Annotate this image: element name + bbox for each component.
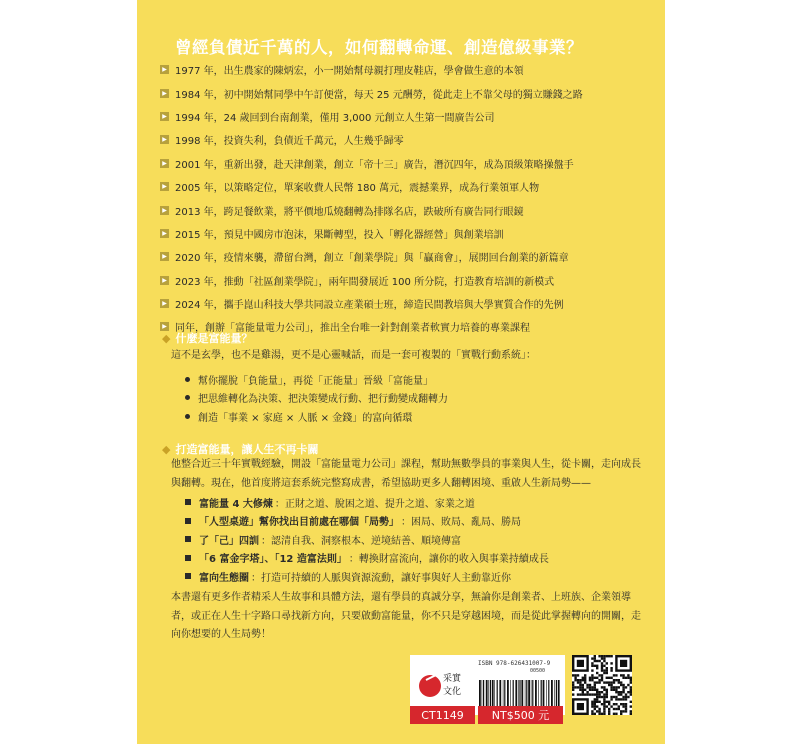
qr-code-icon [572,655,632,715]
bullet-icon: ▶ [160,112,169,121]
timeline-item: ▶ 1984 年，初中開始幫同學中午訂便當，每天 25 元酬勞，從此走上不靠父母的獨立賺錢之路 [160,81,650,104]
section1-bullet: 把思維轉化為決策、把決策變成行動、把行動變成翻轉力 [185,389,448,408]
section1-bullet: 創造「事業 × 家庭 × 人脈 × 金錢」的富向循環 [185,407,448,426]
dot-icon [185,414,190,419]
isbn-text: ISBN 978-626431007-9 [478,660,551,667]
bullet-icon: ▶ [160,135,169,144]
section1-intro: 這不是玄學，也不是雞湯，更不是心靈喊話，而是一套可複製的「實戰行動系統」： [171,350,536,361]
closing-paragraph: 本書還有更多作者精采人生故事和具體方法，還有學員的真誠分享，無論你是創業者、上班族、企業領導者，或正在人生十字路口尋找新方向，只要啟動富能量，你不只是穿越困境，而是從此掌握轉向的開關，走向你想要的人生局勢！ [171,592,641,640]
bullet-icon: ▶ [160,65,169,74]
section1-bullet: 幫你擺脫「負能量」，再從「正能量」晉級「富能量」 [185,370,448,389]
square-bullet-icon [185,518,191,524]
bullet-icon: ▶ [160,276,169,285]
dot-icon [185,377,190,382]
section2-item: 「人型桌遊」幫你找出目前處在哪個「局勢」 ：困局、敗局、亂局、勝局 [185,512,549,531]
diamond-icon: ◆ [162,443,171,456]
section2-heading: ◆ 打造富能量，讓人生不再卡關 [162,443,319,456]
timeline-item: ▶ 2005 年，以策略定位，單案收費人民幣 180 萬元，震撼業界，成為行業領軍人物 [160,175,650,198]
section2-item: 富能量 4 大修煉 ：正財之道、脫困之道、提升之道、家業之道 [185,493,549,512]
square-bullet-icon [185,573,191,579]
timeline-item: ▶ 2015 年，預見中國房市泡沫，果斷轉型，投入「孵化器經營」與創業培訓 [160,222,650,245]
diamond-icon: ◆ [162,332,171,345]
svg-text:采實: 采實 [443,673,462,683]
timeline-item: ▶ 1977 年，出生農家的陳炳宏，小一開始幫母親打理皮鞋店，學會做生意的本領 [160,58,650,81]
section2-item: 富向生態圈 ：打造可持續的人脈與資源流動，讓好事與好人主動靠近你 [185,567,549,586]
timeline-item: ▶ 同年，創辦「富能量電力公司」，推出全台唯一針對創業者軟實力培養的專業課程 [160,315,650,338]
bullet-icon: ▶ [160,182,169,191]
svg-text:文化: 文化 [443,686,462,696]
square-bullet-icon [185,536,191,542]
section1-bullets [185,370,448,426]
section2-intro: 他整合近三十年實戰經驗，開設「富能量電力公司」課程，幫助無數學員的事業與人生，從卡關，走向成長與翻轉。現在，他首度將這套系統完整寫成書，希望協助更多人翻轉困境、重啟人生新局勢—— [171,459,641,489]
bullet-icon: ▶ [160,229,169,238]
timeline-item: ▶ 2024 年，攜手崑山科技大學共同設立產業碩士班，締造民間教培與大學實質合作的先例 [160,292,650,315]
section2-item: 了「己」四訓 ：認清自我、洞察根本、逆境結善、順境傳富 [185,530,549,549]
bullet-icon: ▶ [160,252,169,261]
bullet-icon: ▶ [160,89,169,98]
dot-icon [185,395,190,400]
product-code: CT1149 [410,706,475,724]
timeline-item: ▶ 1998 年，投資失利，負債近千萬元，人生幾乎歸零 [160,128,650,151]
section1-heading: ◆ 什麼是富能量？ [162,332,253,345]
timeline-item: ▶ 1994 年，24 歲回到台南創業，僅用 3,000 元創立人生第一間廣告公司 [160,105,650,128]
bullet-icon: ▶ [160,159,169,168]
isbn-price-code: 00500 [530,668,546,674]
section2-item: 「6 富金字塔」、「12 造富法則」 ：轉換財富流向，讓你的收入與事業持續成長 [185,549,549,568]
price-tag: NT$500 元 [478,706,563,724]
timeline-list [160,58,650,339]
publisher-logo [418,664,466,704]
timeline-item: ▶ 2001 年，重新出發，赴天津創業，創立「帝十三」廣告，潛沉四年，成為頂級策略操盤手 [160,152,650,175]
timeline-item: ▶ 2020 年，疫情來襲，滯留台灣，創立「創業學院」與「贏商會」，展開回台創業的新篇章 [160,245,650,268]
square-bullet-icon [185,555,191,561]
section2-items [185,493,549,586]
bullet-icon: ▶ [160,206,169,215]
timeline-item: ▶ 2023 年，推動「社區創業學院」，兩年間發展近 100 所分院，打造教育培訓的新模式 [160,269,650,292]
bullet-icon: ▶ [160,322,169,331]
bullet-icon: ▶ [160,299,169,308]
square-bullet-icon [185,499,191,505]
timeline-item: ▶ 2013 年，跨足餐飲業，將平價地瓜燒翻轉為排隊名店，跌破所有廣告同行眼鏡 [160,198,650,221]
headline: 曾經負債近千萬的人，如何翻轉命運、創造億級事業？ [175,38,583,57]
